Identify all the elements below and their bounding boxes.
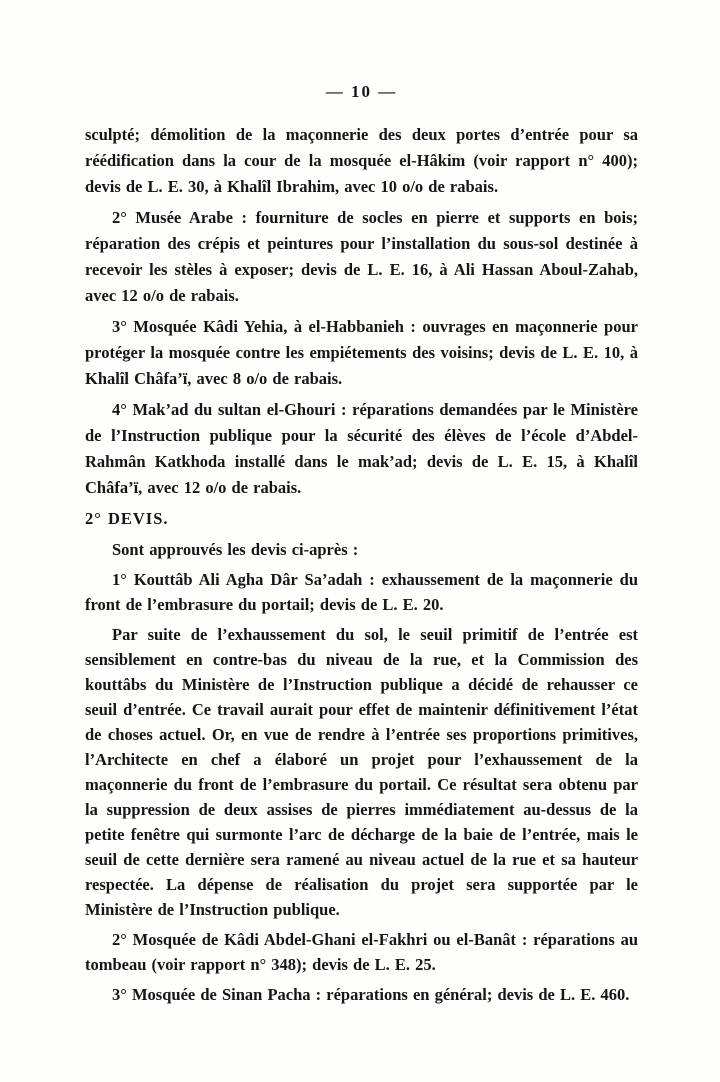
paragraph-item-3-mosquee-sinan-pacha: 3° Mosquée de Sinan Pacha : réparations en général; devis de L. E. 460. (112, 985, 630, 1004)
section-heading-devis: 2° DEVIS. (85, 509, 169, 528)
paragraph-exhaussement-details: Par suite de l’exhaussement du sol, le seuil primitif de l’entrée est sensiblement en contre-bas du niveau de la rue, et la Commission des kouttâbs du Ministère de l’Instruction publique a décidé de rehausser ce seuil d’entrée. Ce travail aurait pour effet de maintenir définitivement l’état de choses actuel. Or, en vue de rendre à l’entrée ses proportions primitives, l’Architecte en chef a élaboré un projet pour l’exhaussement de la maçonnerie du front de l’embrasure du portail. Ce résultat sera obtenu par la suppression de deux assises de pierres immédiatement au-dessus de la petite fenêtre qui surmonte l’arc de décharge de la baie de l’entrée, mais le seuil de cette dernière sera ramené au niveau actuel de la rue et sa hauteur respectée. La dépense de réalisation du projet sera supportée par le Ministère de l’Instruction publique. (85, 625, 638, 919)
paragraph-item-2-musee-arabe: 2° Musée Arabe : fourniture de socles en pierre et supports en bois; réparation des crépis et peintures pour l’installation du sous-sol destinée à recevoir les stèles à exposer; devis de L. E. 16, à Ali Hassan Aboul-Zahab, avec 12 o/o de rabais. (85, 208, 638, 305)
paragraph-continuation-mosquee-el-hakim: sculpté; démolition de la maçonnerie des deux portes d’entrée pour sa réédification dans la cour de la mosquée el-Hâkim (voir rapport n° 400); devis de L. E. 30, à Khalîl Ibrahim, avec 10 o/o de rabais. (85, 125, 638, 196)
page-number: — 10 — (325, 82, 398, 101)
text-block (85, 82, 638, 1012)
section-repairs (85, 122, 638, 501)
section-devis (85, 537, 638, 1007)
paragraph-item-3-mosquee-kadi-yehia: 3° Mosquée Kâdi Yehia, à el-Habbanieh : ouvrages en maçonnerie pour protéger la mosquée contre les empiétements des voisins; devis de L. E. 10, à Khalîl Châfa’ï, avec 8 o/o de rabais. (85, 317, 638, 388)
paragraph-item-2-mosquee-abdel-ghani: 2° Mosquée de Kâdi Abdel-Ghani el-Fakhri ou el-Banât : réparations au tombeau (voir rapport n° 348); devis de L. E. 25. (85, 930, 638, 974)
paragraph-item-1-kouttab-ali-agha: 1° Kouttâb Ali Agha Dâr Sa’adah : exhaussement de la maçonnerie du front de l’embrasure du portail; devis de L. E. 20. (85, 570, 638, 614)
paragraph-item-4-makad-sultan-el-ghouri: 4° Mak’ad du sultan el-Ghouri : réparations demandées par le Ministère de l’Instruction publique pour la sécurité des élèves de l’école d’Abdel-Rahmân Katkhoda installé dans le mak’ad; devis de L. E. 15, à Khalîl Châfa’ï, avec 12 o/o de rabais. (85, 400, 638, 497)
paragraph-intro-devis: Sont approuvés les devis ci-après : (112, 540, 359, 559)
